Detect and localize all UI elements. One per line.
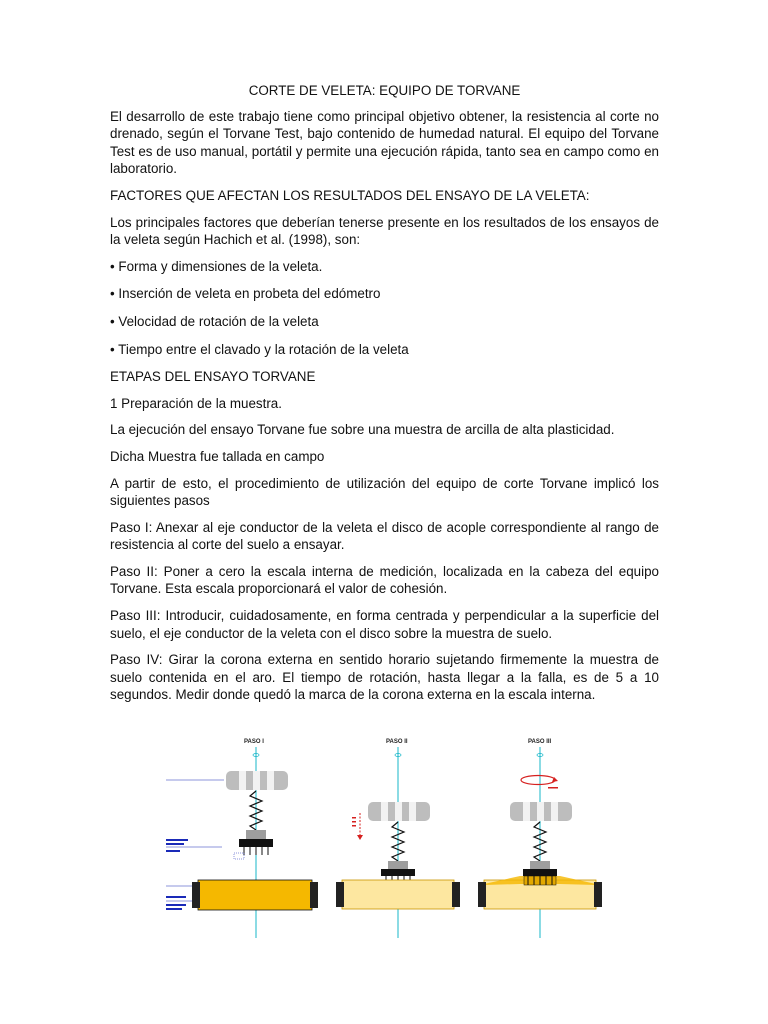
paso4-paragraph: Paso IV: Girar la corona externa en sentido horario sujetando firmemente la muestra de suelo contenida en el aro. El tiempo de rotación, hasta llegar a la falla, es de 5 a 10 segundos. Medir donde quedó la marca de la corona externa en la escala interna.	[110, 652, 659, 703]
document-page	[110, 82, 659, 713]
stages-heading: ETAPAS DEL ENSAYO TORVANE	[110, 369, 316, 385]
annotation-text-mark	[166, 839, 188, 841]
head-stripe	[537, 802, 544, 821]
annotation-text-mark	[166, 843, 184, 845]
ring-right	[594, 882, 602, 907]
soil-sample	[342, 880, 454, 909]
intro-paragraph: El desarrollo de este trabajo tiene como principal objetivo obtener, la resistencia al corte no drenado, según el Torvane Test, bajo contenido de humedad natural. El equipo del Torvane Test es de uso manual, portátil y permite una ejecución rápida, tanto sea en campo como en laboratorio.	[110, 108, 659, 177]
torvane-diagram	[160, 733, 620, 953]
bullet-item: • Tiempo entre el clavado y la rotación de la veleta	[110, 341, 409, 357]
procedure-paragraph: A partir de esto, el procedimiento de utilización del equipo de corte Torvane implicó los siguientes pasos	[110, 475, 659, 509]
ring-right	[452, 882, 460, 907]
ring-left	[336, 882, 344, 907]
head-stripe	[253, 771, 260, 790]
head-stripe	[381, 802, 388, 821]
insertion-arrow-head	[357, 835, 363, 840]
paso1-paragraph: Paso I: Anexar al eje conductor de la veleta el disco de acople correspondiente al rango de resistencia al corte del suelo a ensayar.	[110, 519, 659, 553]
ring-right	[310, 882, 318, 908]
ring-left	[192, 882, 200, 908]
annotation-text-mark	[166, 850, 180, 852]
annotation-box	[234, 853, 244, 859]
head-stripe	[239, 771, 246, 790]
step-2-diagram	[336, 739, 460, 938]
annotation-text-mark	[352, 825, 356, 827]
torvane-steps-figure	[160, 733, 620, 953]
annotation-text-mark	[352, 821, 356, 823]
bullet-item: • Inserción de veleta en probeta del edómetro	[110, 286, 381, 302]
shaft-block	[530, 861, 550, 869]
factors-intro-paragraph: Los principales factores que deberían tenerse presente en los resultados de los ensayos de la veleta según Hachich et al. (1998), son:	[110, 214, 659, 248]
head-stripe	[409, 802, 416, 821]
step1-paragraph: 1 Preparación de la muestra.	[110, 395, 282, 411]
head-stripe	[267, 771, 274, 790]
factors-heading: FACTORES QUE AFECTAN LOS RESULTADOS DEL ENSAYO DE LA VELETA:	[110, 187, 590, 203]
step-3-diagram	[478, 739, 602, 938]
shaft-block	[246, 830, 266, 839]
annotation-text-mark	[166, 904, 186, 906]
step-1-label: PASO I	[244, 739, 264, 745]
bullet-item: • Forma y dimensiones de la veleta.	[110, 258, 323, 274]
step-1-diagram	[166, 739, 318, 938]
annotation-text-mark	[166, 908, 182, 910]
head-stripe	[551, 802, 558, 821]
step-3-label: PASO III	[528, 739, 552, 745]
bullet-item: • Velocidad de rotación de la veleta	[110, 313, 319, 329]
annotation-text-mark	[166, 896, 186, 898]
soil-sample	[198, 880, 312, 910]
step-2-label: PASO II	[386, 739, 408, 745]
head-stripe	[523, 802, 530, 821]
vane-disc	[523, 869, 557, 876]
carved-paragraph: Dicha Muestra fue tallada en campo	[110, 448, 325, 464]
shaft-block	[388, 861, 408, 869]
head-stripe	[395, 802, 402, 821]
annotation-text-mark	[352, 817, 356, 819]
ring-left	[478, 882, 486, 907]
vane-disc	[239, 839, 273, 847]
execution-paragraph: La ejecución del ensayo Torvane fue sobre una muestra de arcilla de alta plasticidad.	[110, 422, 615, 438]
annotation-text-mark	[548, 787, 558, 789]
paso2-paragraph: Paso II: Poner a cero la escala interna de medición, localizada en la cabeza del equipo Torvane. Esta escala proporcionará el valor de cohesión.	[110, 563, 659, 597]
paso3-paragraph: Paso III: Introducir, cuidadosamente, en forma centrada y perpendicular a la superficie del suelo, el eje conductor de la veleta con el disco sobre la muestra de suelo.	[110, 608, 659, 641]
vane-disc	[381, 869, 415, 876]
document-title: CORTE DE VELETA: EQUIPO DE TORVANE	[248, 83, 521, 98]
rotation-arrow	[521, 776, 555, 785]
